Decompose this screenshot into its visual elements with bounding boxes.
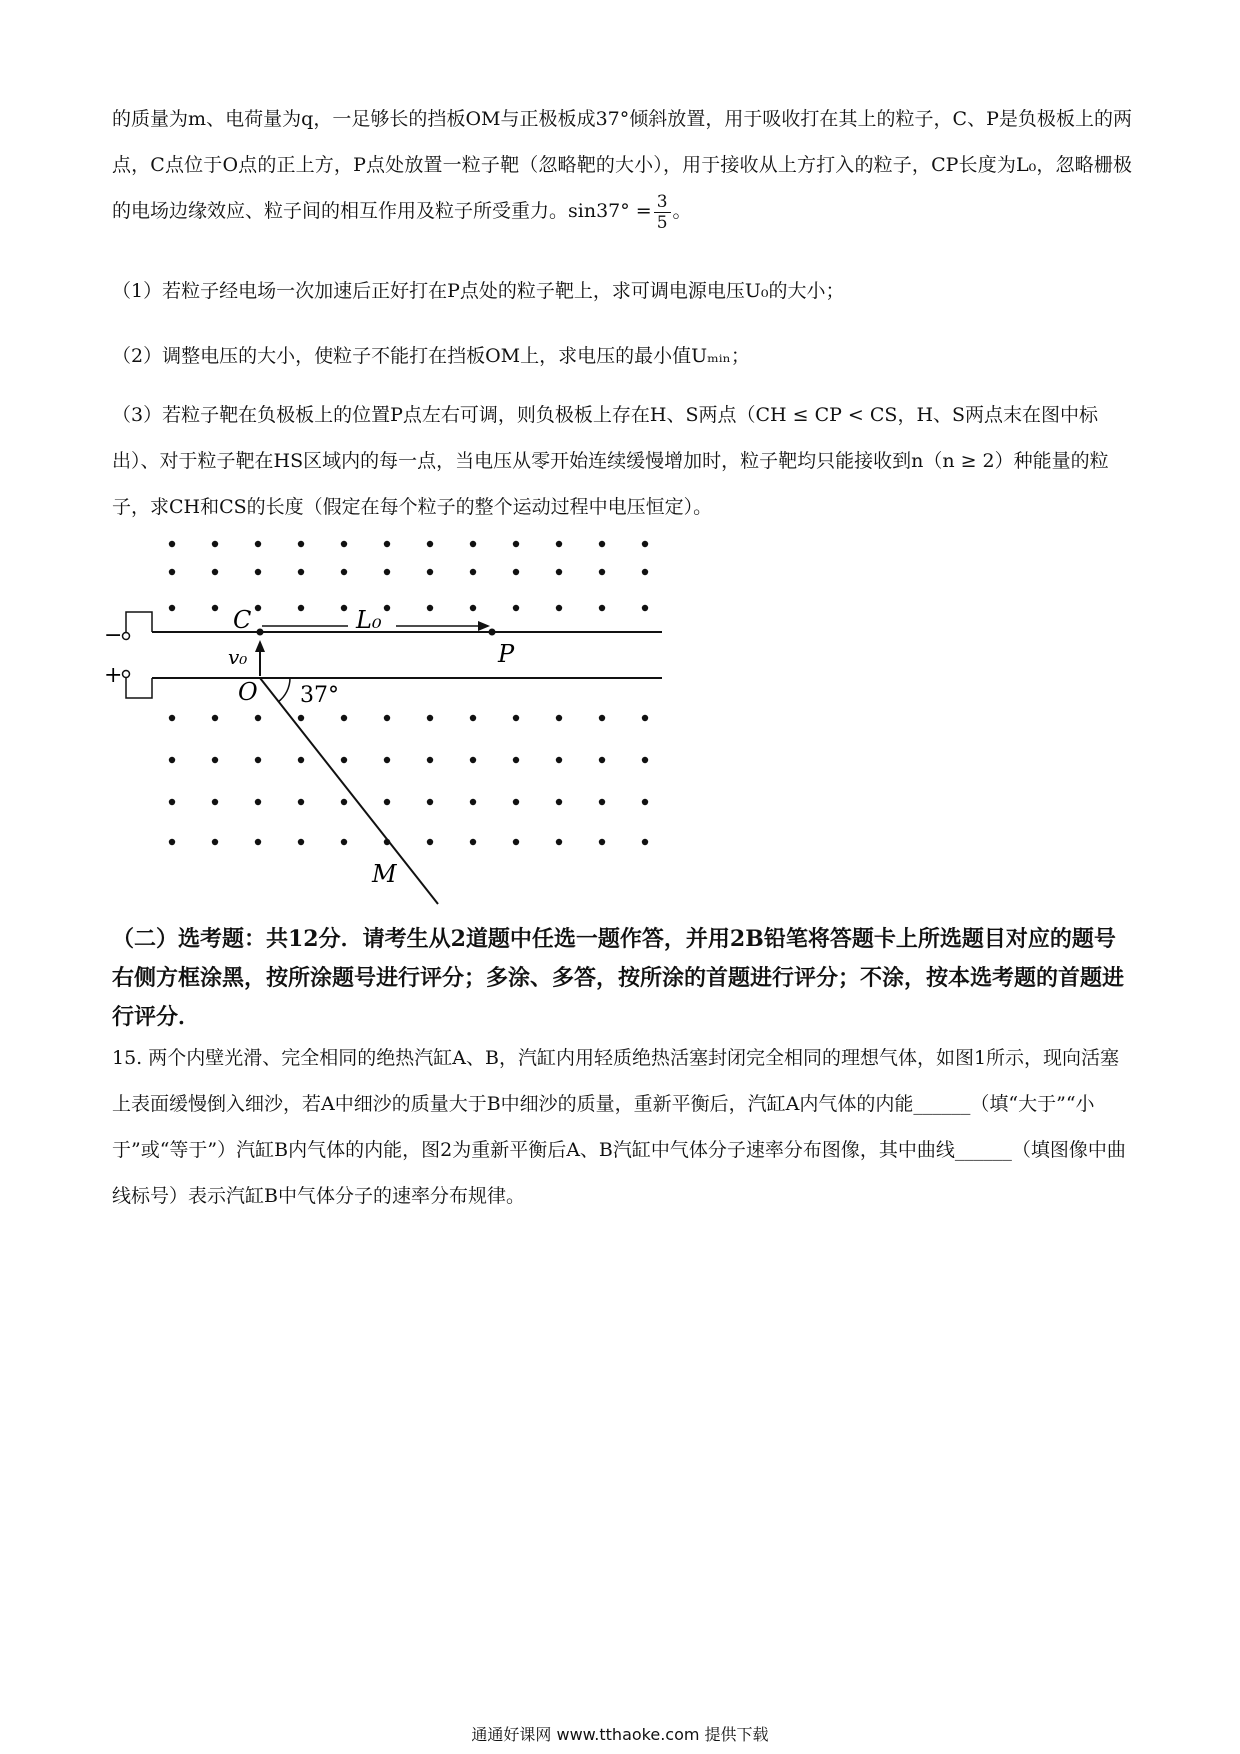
intro-tail: 。 <box>672 200 692 222</box>
field-dot <box>470 605 476 611</box>
field-dot <box>599 569 605 575</box>
field-dot <box>298 799 304 805</box>
label-v0: v₀ <box>228 645 248 669</box>
negative-wire <box>126 612 152 632</box>
field-dot <box>642 605 648 611</box>
plus-sign: + <box>104 663 123 688</box>
field-dot <box>169 569 175 575</box>
field-dot <box>298 715 304 721</box>
field-dot <box>513 541 519 547</box>
field-dot <box>384 569 390 575</box>
field-dot <box>255 715 261 721</box>
field-dot <box>642 799 648 805</box>
field-dot <box>341 757 347 763</box>
field-dot <box>556 605 562 611</box>
physics-diagram <box>100 540 680 920</box>
question-2: （2）调整电压的大小，使粒子不能打在挡板OM上，求电压的最小值Uₘᵢₙ； <box>112 345 750 367</box>
field-dot <box>427 757 433 763</box>
field-dot <box>513 799 519 805</box>
negative-terminal <box>123 633 130 640</box>
point-C <box>257 629 264 636</box>
problem-intro <box>112 96 1132 234</box>
field-dot <box>169 541 175 547</box>
field-dot <box>470 839 476 845</box>
field-dot <box>642 569 648 575</box>
field-dot <box>599 715 605 721</box>
field-dot <box>513 757 519 763</box>
field-dot <box>513 605 519 611</box>
label-P: P <box>498 640 515 668</box>
field-dot <box>642 757 648 763</box>
field-dot <box>341 715 347 721</box>
field-dot <box>470 715 476 721</box>
field-dot <box>169 839 175 845</box>
field-dot <box>255 839 261 845</box>
footer-text: 通通好课网 www.tthaoke.com 提供下载 <box>471 1725 769 1744</box>
field-dot <box>341 541 347 547</box>
field-dot <box>642 839 648 845</box>
angle-arc <box>278 678 290 702</box>
field-dot <box>470 799 476 805</box>
field-dot <box>169 715 175 721</box>
field-dot <box>212 715 218 721</box>
field-dot <box>169 799 175 805</box>
field-dot <box>255 757 261 763</box>
intro-text: 的质量为m、电荷量为q，一足够长的挡板OM与正极板成37°倾斜放置，用于吸收打在其上的粒子，C、P是负极板上的两点，C点位于O点的正上方，P点处放置一粒子靶（忽略靶的大小），用于接收从上方打入的粒子，CP长度为L₀，忽略栅极的电场边缘效应、粒子间的相互作用及粒子所受重力。sin37° = <box>112 108 1132 222</box>
field-dot <box>427 541 433 547</box>
field-dot <box>384 541 390 547</box>
field-dot <box>513 569 519 575</box>
field-dot <box>341 839 347 845</box>
field-dot <box>341 799 347 805</box>
field-dot <box>642 715 648 721</box>
field-dot <box>341 569 347 575</box>
field-dot <box>556 799 562 805</box>
field-dot <box>599 605 605 611</box>
field-dot <box>384 799 390 805</box>
section-heading: （二）选考题：共12分．请考生从2道题中任选一题作答，并用2B铅笔将答题卡上所选题目对应的题号右侧方框涂黑，按所涂题号进行评分；多涂、多答，按所涂的首题进行评分；不涂，按本选考题的首题进行评分． <box>112 926 1125 1030</box>
field-dot <box>212 541 218 547</box>
positive-wire <box>126 678 152 698</box>
field-dot <box>298 569 304 575</box>
fraction <box>654 192 671 233</box>
field-dot <box>427 605 433 611</box>
label-M: M <box>372 860 397 888</box>
barrier-OM <box>260 678 438 904</box>
field-dot <box>427 839 433 845</box>
field-dot <box>470 569 476 575</box>
field-dot <box>599 799 605 805</box>
field-dot <box>298 605 304 611</box>
field-dot <box>427 799 433 805</box>
field-dot <box>642 541 648 547</box>
field-dot <box>212 569 218 575</box>
field-dot <box>513 715 519 721</box>
positive-terminal <box>123 671 130 678</box>
field-dot <box>384 715 390 721</box>
field-dot <box>212 757 218 763</box>
field-dot <box>470 541 476 547</box>
field-dot <box>212 839 218 845</box>
field-dot <box>556 839 562 845</box>
field-dot <box>298 839 304 845</box>
field-dot <box>556 569 562 575</box>
field-dot <box>255 541 261 547</box>
field-dot <box>384 757 390 763</box>
field-dot <box>384 605 390 611</box>
field-dot <box>169 605 175 611</box>
field-dot <box>556 715 562 721</box>
field-dot <box>341 605 347 611</box>
velocity-arrowhead <box>255 640 265 652</box>
question-1: （1）若粒子经电场一次加速后正好打在P点处的粒子靶上，求可调电源电压U₀的大小； <box>112 280 845 302</box>
field-dot <box>427 569 433 575</box>
field-dot <box>169 757 175 763</box>
label-L0: L₀ <box>356 606 382 634</box>
minus-sign: − <box>104 623 123 648</box>
field-dot <box>255 799 261 805</box>
field-dot <box>513 839 519 845</box>
question-15: 15. 两个内壁光滑、完全相同的绝热汽缸A、B，汽缸内用轻质绝热活塞封闭完全相同的理想气体，如图1所示，现向活塞上表面缓慢倒入细沙，若A中细沙的质量大于B中细沙的质量，重新平衡后，汽缸A内气体的内能______（填“大于”“小于”或“等于”）汽缸B内气体的内能，图2为重新平衡后A、B汽缸中气体分子速率分布图像，其中曲线______（填图像中曲线标号）表示汽缸B中气体分子的速率分布规律。 <box>112 1047 1126 1207</box>
field-dot <box>556 541 562 547</box>
field-dot <box>212 799 218 805</box>
question-3: （3）若粒子靶在负极板上的位置P点左右可调，则负极板上存在H、S两点（CH ≤ CP < CS，H、S两点末在图中标出）、对于粒子靶在HS区域内的每一点，当电压从零开始连续缓慢增加时，粒子靶均只能接收到n（n ≥ 2）种能量的粒子，求CH和CS的长度（假定在每个粒子的整个运动过程中电压恒定）。 <box>112 404 1109 518</box>
dimension-arrowhead <box>478 621 490 631</box>
label-C: C <box>233 606 252 634</box>
label-angle: 37° <box>300 683 339 708</box>
fraction-denominator: 5 <box>656 212 668 233</box>
label-O: O <box>238 678 258 706</box>
field-dot <box>255 569 261 575</box>
field-dot <box>212 605 218 611</box>
field-dot <box>556 757 562 763</box>
field-dot <box>427 715 433 721</box>
field-dot <box>599 541 605 547</box>
point-P <box>489 629 496 636</box>
field-dot <box>599 839 605 845</box>
field-dot <box>599 757 605 763</box>
field-dot <box>298 541 304 547</box>
fraction-numerator: 3 <box>654 192 671 213</box>
field-dot <box>298 757 304 763</box>
field-dot <box>255 605 261 611</box>
field-dot <box>470 757 476 763</box>
